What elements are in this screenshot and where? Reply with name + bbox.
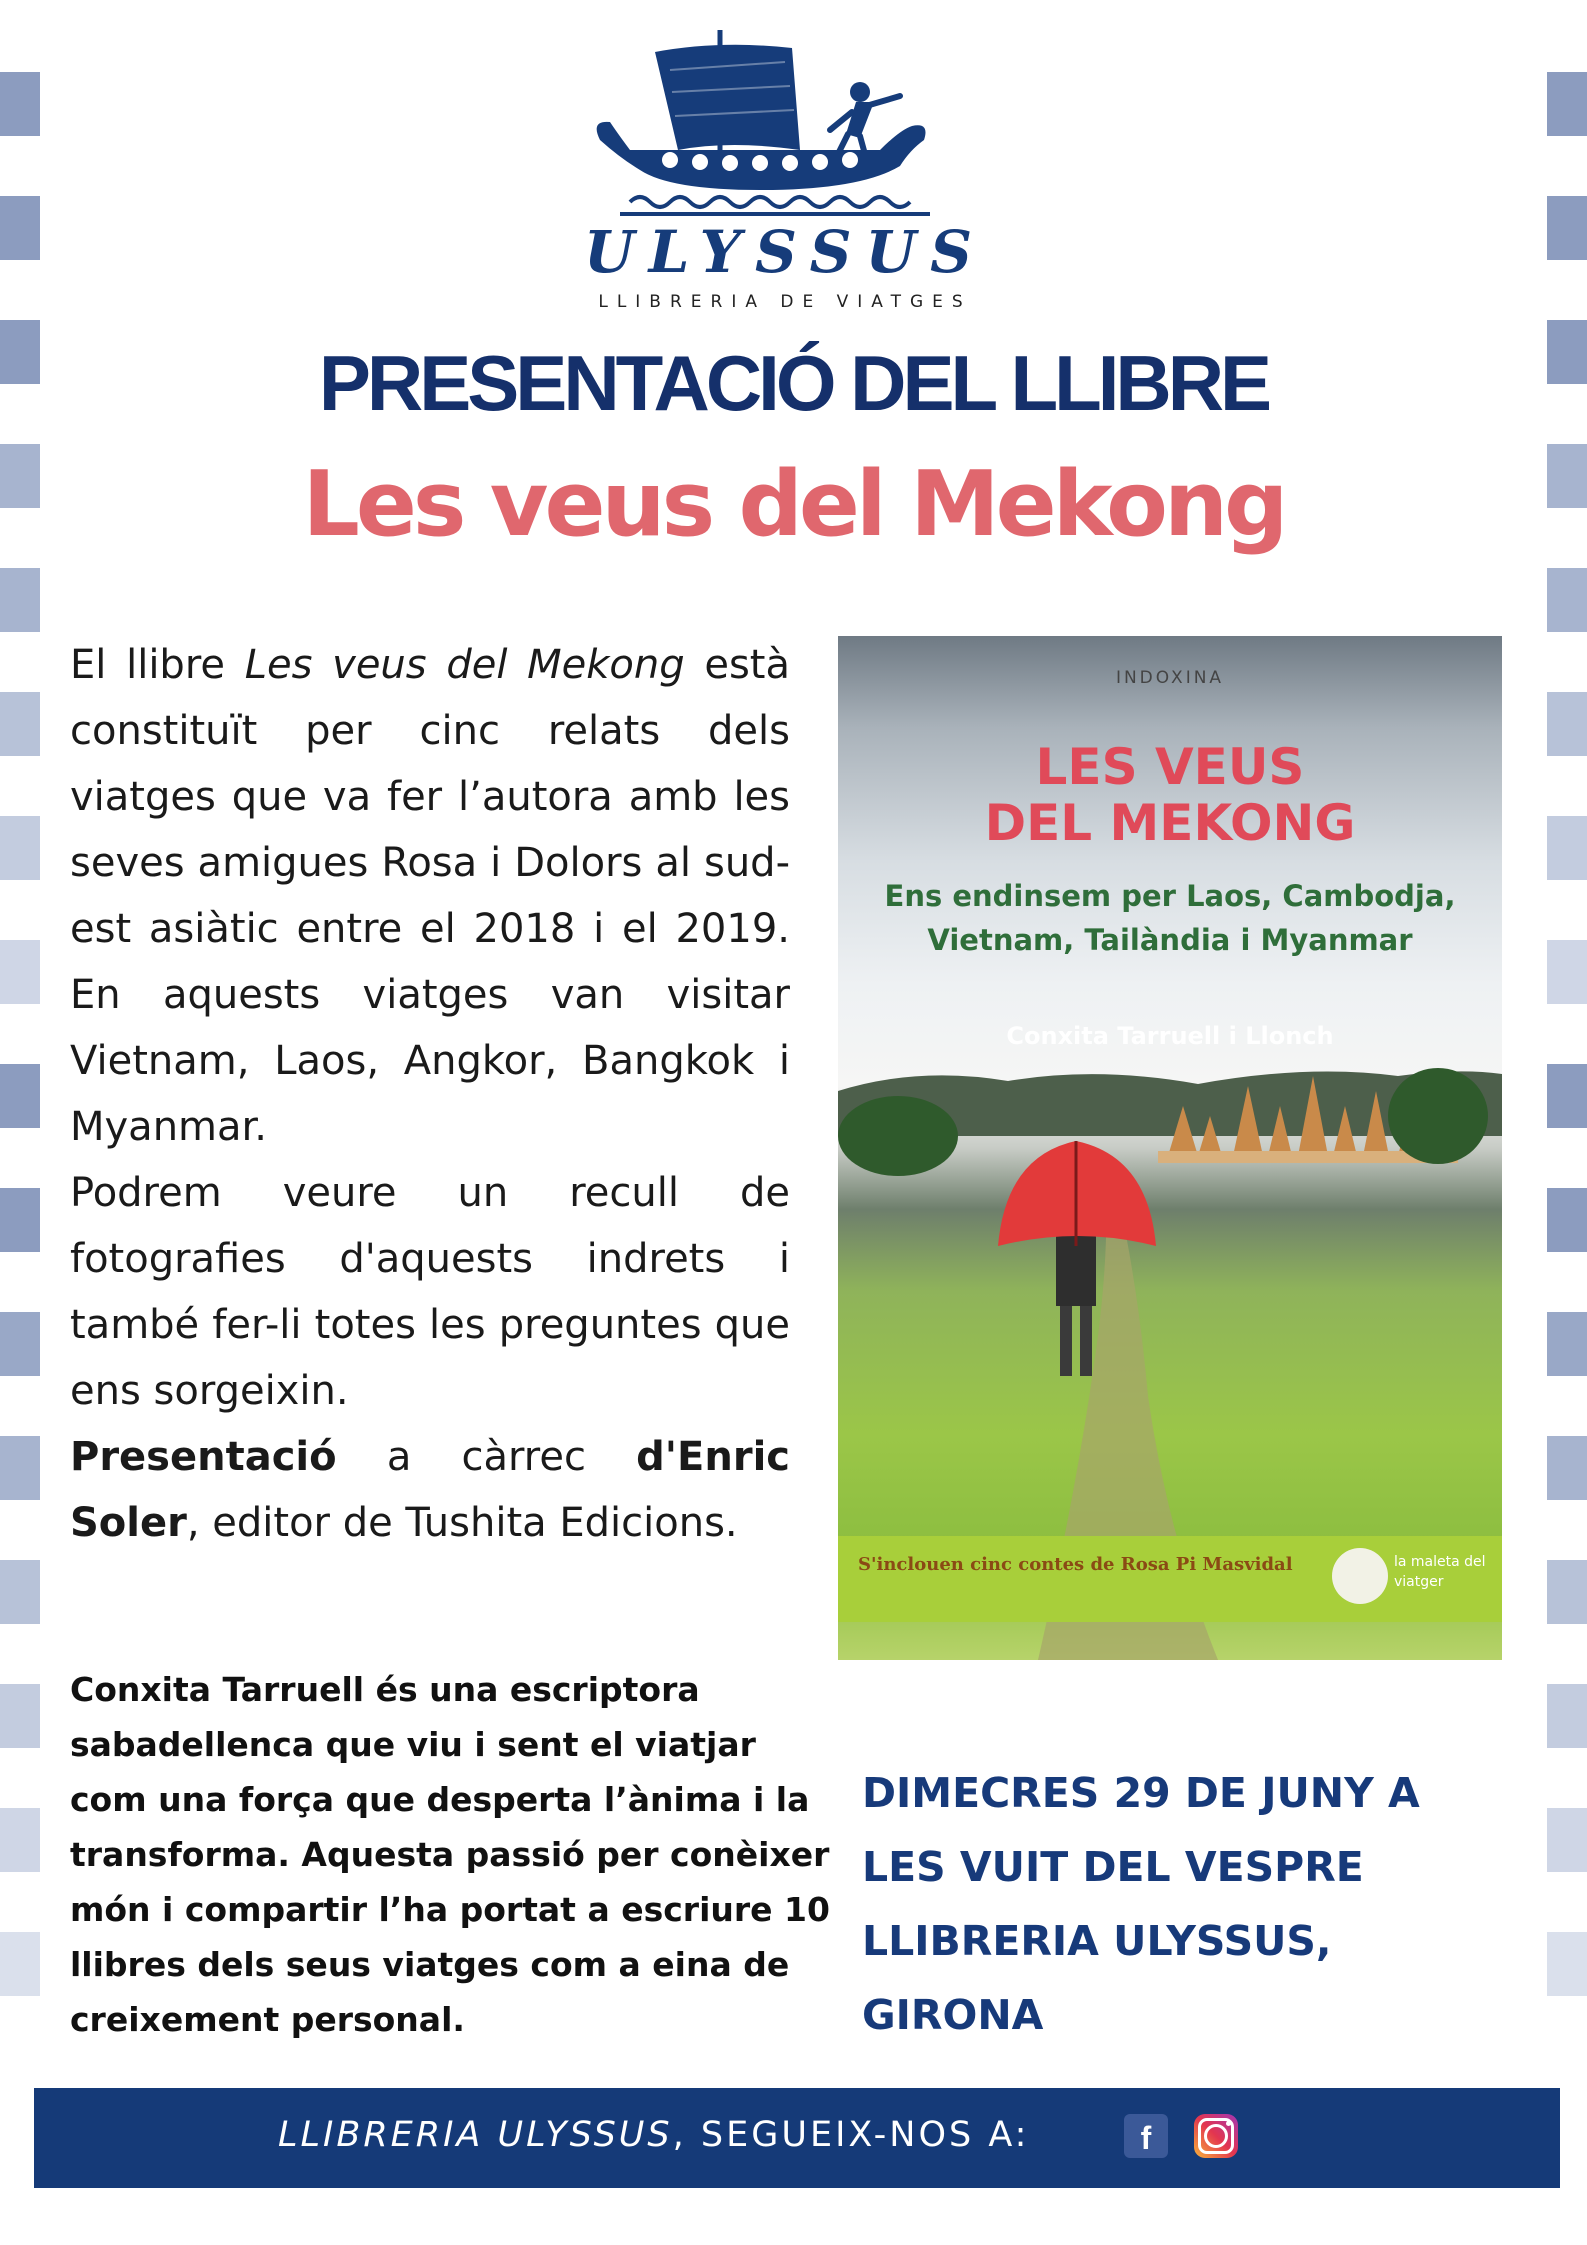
- cover-series: INDOXINA: [1115, 668, 1225, 688]
- book-title: Les veus del Mekong: [302, 452, 1285, 557]
- ulyssus-logo: [560, 30, 1010, 320]
- presentation-connector: a càrrec: [336, 1434, 637, 1480]
- cover-band-text: S'inclouen cinc contes de Rosa Pi Masvidal: [858, 1554, 1293, 1575]
- headline: PRESENTACIÓ DEL LLIBRE: [318, 339, 1269, 427]
- left-decorative-strip: [0, 0, 40, 2245]
- description-book-title: Les veus del Mekong: [244, 642, 685, 688]
- cover-title-line1: LES VEUS: [1035, 738, 1305, 796]
- cover-title-line2: DEL MEKONG: [984, 794, 1356, 852]
- footer-bar: [34, 2088, 1560, 2188]
- viking-ship-logo-icon: [560, 30, 1010, 220]
- presentation-label: Presentació: [70, 1434, 337, 1480]
- description-paragraph-3: [70, 1424, 790, 1556]
- description-text: està constituït per cinc relats dels viatges que va fer l’autora amb les seves amigues Rosa i Dolors al sud-est asiàtic entre el 2018 i el 2019. En aquests viatges van visitar Vietnam, Laos, Angkor, Bangkok i Myanmar.: [70, 642, 790, 1150]
- footer-follow-label: , SEGUEIX-NOS A:: [672, 2115, 1030, 2155]
- brand-name: ULYSSUS: [583, 218, 987, 286]
- event-venue: LLIBRERIA ULYSSUS,: [862, 1917, 1332, 1965]
- presenter-role: , editor de Tushita Edicions.: [186, 1500, 738, 1546]
- description-intro: El llibre: [70, 642, 245, 688]
- publisher-logo-text: la maleta del viatger: [1394, 1554, 1486, 1590]
- publisher-logo-icon: [1332, 1548, 1388, 1604]
- cover-author: Conxita Tarruell i Llonch: [1006, 1022, 1334, 1050]
- presenter-name: d'Enric Soler: [70, 1434, 790, 1546]
- cover-subtitle: Ens endinsem per Laos, Cambodja, Vietnam, Tailàndia i Myanmar: [884, 879, 1456, 957]
- facebook-icon[interactable]: f: [1124, 2114, 1168, 2158]
- brand-tagline: LLIBRERIA DE VIATGES: [598, 292, 972, 312]
- footer-brand: LLIBRERIA ULYSSUS: [278, 2115, 673, 2155]
- instagram-icon[interactable]: [1194, 2114, 1238, 2158]
- event-date: DIMECRES 29 DE JUNY A: [862, 1769, 1420, 1817]
- author-bio: Conxita Tarruell és una escriptora sabadellenca que viu i sent el viatjar com una força que desperta l’ànima i la transforma. Aquesta passió per conèixer món i compartir l’ha portat a escriure 10 llibres dels seus viatges com a eina de creixement personal.: [70, 1670, 830, 2039]
- event-city: GIRONA: [862, 1991, 1044, 2039]
- footer-follow-text: [278, 2115, 1029, 2155]
- book-description: [70, 632, 790, 1556]
- book-cover-image: [838, 636, 1502, 1660]
- description-paragraph-1: [70, 632, 790, 1160]
- description-paragraph-2: Podrem veure un recull de fotografies d'aquests indrets i també fer-li totes les preguntes que ens sorgeixin.: [70, 1170, 790, 1414]
- event-details: [862, 1756, 1502, 2052]
- right-decorative-strip: [1547, 0, 1587, 2245]
- event-time: LES VUIT DEL VESPRE: [862, 1843, 1364, 1891]
